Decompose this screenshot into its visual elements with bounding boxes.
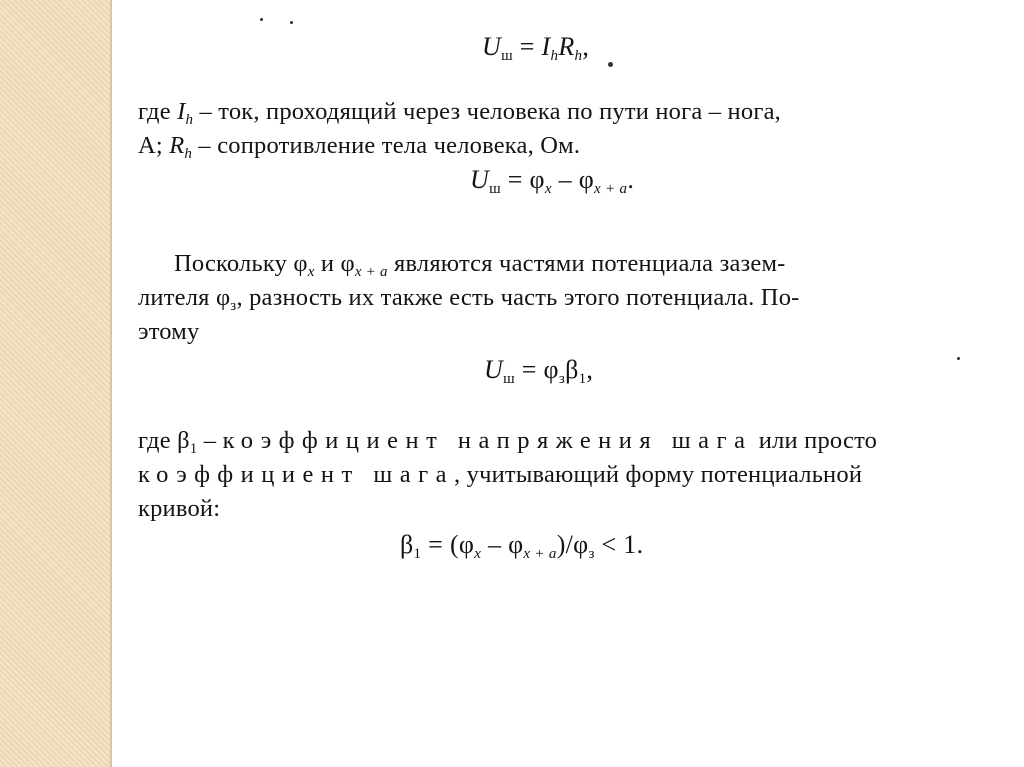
paragraph-line xyxy=(138,95,781,129)
formula-step-coefficient xyxy=(484,355,593,385)
subscript: з xyxy=(558,371,566,387)
decorative-border xyxy=(0,0,110,767)
subscript: з xyxy=(230,298,237,314)
symbol-phi: φ xyxy=(529,165,545,194)
scan-speck xyxy=(957,357,960,360)
subscript: ш xyxy=(503,371,515,387)
formula-beta-definition xyxy=(400,530,643,560)
spaced-term: коэффициент шага xyxy=(138,461,454,488)
inequality: < 1. xyxy=(594,530,644,559)
text: , учитывающий форму потенциальной xyxy=(454,461,863,488)
subscript: ш xyxy=(489,181,501,197)
subscript: x xyxy=(474,546,482,562)
text: где xyxy=(138,427,178,454)
subscript: h xyxy=(574,48,583,64)
paragraph-line xyxy=(138,458,877,492)
symbol-phi: φ xyxy=(543,355,559,384)
text: или просто xyxy=(752,427,878,454)
symbol-r: R xyxy=(558,32,575,61)
symbol-phi: φ xyxy=(215,284,231,311)
punctuation: . xyxy=(627,165,635,194)
symbol-phi: φ xyxy=(293,250,308,277)
symbol-i: I xyxy=(177,98,186,125)
subscript: x + a xyxy=(354,264,388,280)
text: А; xyxy=(138,132,170,159)
scan-speck xyxy=(290,21,293,24)
symbol-phi: φ xyxy=(340,250,355,277)
subscript: x xyxy=(544,181,552,197)
paragraph-line: кривой: xyxy=(138,495,221,522)
text: являются частями потенциала зазем- xyxy=(387,250,786,277)
paragraph-coefficient-definition xyxy=(138,424,877,526)
symbol-phi: φ xyxy=(458,530,475,559)
equals-sign: = xyxy=(428,530,444,559)
symbol-r: R xyxy=(169,132,185,159)
equals-sign: = xyxy=(521,355,537,384)
symbol-beta: β xyxy=(177,427,190,454)
paragraph-line xyxy=(174,247,786,281)
subscript: x xyxy=(307,264,315,280)
subscript: h xyxy=(185,112,194,128)
text: – xyxy=(197,427,223,454)
spaced-term: коэффициент напряжения шага xyxy=(222,427,753,454)
text: – сопротивление тела человека, Ом. xyxy=(192,132,581,159)
text: – ток, проходящий через человека по пути нога – нога, xyxy=(193,98,781,125)
symbol-phi: φ xyxy=(573,530,589,559)
formula-step-voltage xyxy=(482,32,589,62)
minus-sign: – xyxy=(551,165,579,194)
subscript: h xyxy=(184,146,193,162)
symbol-phi: φ xyxy=(578,165,595,194)
text: и xyxy=(314,250,341,277)
punctuation: , xyxy=(586,355,594,384)
subscript: x + a xyxy=(594,181,628,197)
paragraph-definitions xyxy=(138,95,781,163)
punctuation: , xyxy=(582,32,590,61)
text: лителя xyxy=(138,284,216,311)
subscript: з xyxy=(588,546,595,562)
paragraph-line xyxy=(138,281,800,315)
document-page xyxy=(112,0,1024,767)
subscript: 1 xyxy=(578,371,587,387)
equals-sign: = xyxy=(519,32,535,61)
paragraph-line xyxy=(138,129,781,163)
paragraph-line xyxy=(138,424,877,458)
subscript: x + a xyxy=(523,546,557,562)
symbol-u: U xyxy=(470,165,490,194)
subscript: h xyxy=(550,48,559,64)
minus-sign: – xyxy=(481,530,509,559)
equals-sign: = xyxy=(507,165,523,194)
subscript: ш xyxy=(501,48,513,64)
bracket-slash: )/ xyxy=(556,530,574,559)
symbol-phi: φ xyxy=(508,530,524,559)
symbol-beta: β xyxy=(565,355,579,384)
symbol-i: I xyxy=(541,32,551,61)
subscript: 1 xyxy=(189,441,198,457)
paragraph-explanation xyxy=(174,247,786,281)
formula-potential-difference xyxy=(470,165,634,195)
text: , разность их также есть часть этого потенциала. По- xyxy=(236,284,800,311)
scan-speck xyxy=(260,18,263,21)
paragraph-explanation-cont xyxy=(138,281,800,349)
scan-speck xyxy=(608,62,613,67)
symbol-u: U xyxy=(484,355,504,384)
symbol-u: U xyxy=(482,32,502,61)
text: Поскольку xyxy=(174,250,294,277)
text: где xyxy=(138,98,178,125)
paragraph-line: этому xyxy=(138,318,200,345)
subscript: 1 xyxy=(413,546,422,562)
symbol-beta: β xyxy=(400,530,414,559)
bracket: ( xyxy=(449,530,459,559)
